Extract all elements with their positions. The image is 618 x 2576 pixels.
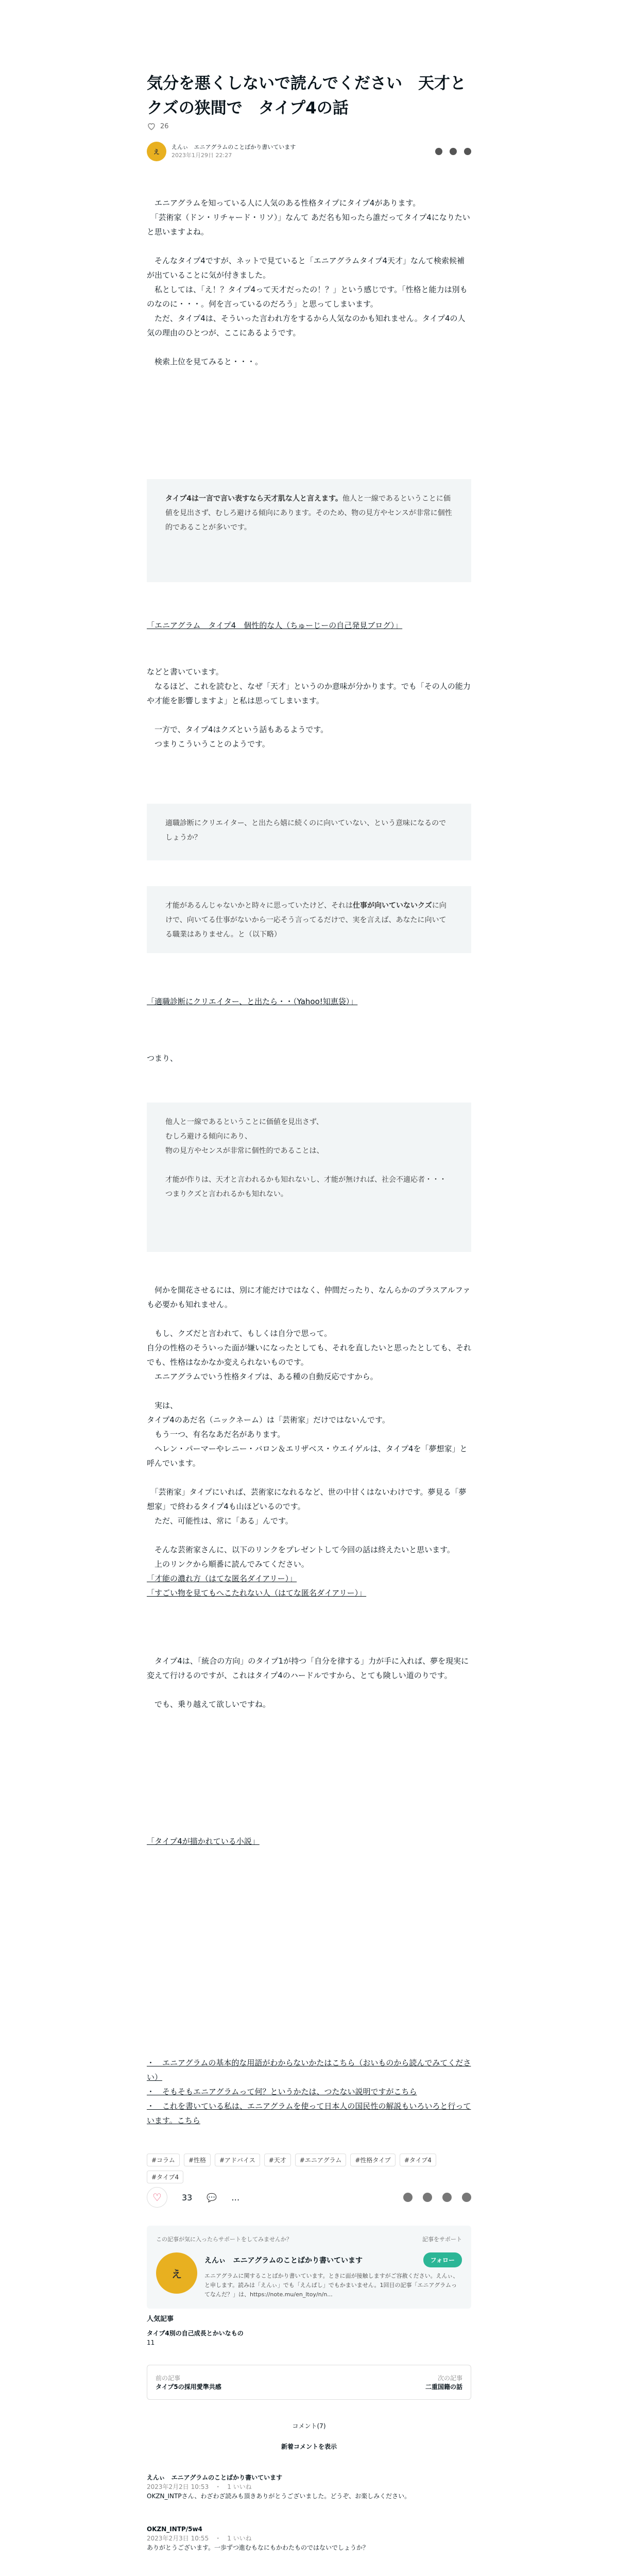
heart-icon bbox=[147, 122, 156, 131]
body-line: ヘレン・パーマーやレニー・バロン＆エリザベス・ウエイゲルは、タイプ4を「夢想家」と呼んでいます。 bbox=[147, 1444, 468, 1468]
body-line: でも、乗り越えて欲しいですね。 bbox=[147, 1700, 271, 1709]
heart-icon: ♡ bbox=[152, 2191, 162, 2204]
support-button[interactable]: 記事をサポート bbox=[422, 2236, 462, 2243]
body-line: つまりこういうことのようです。 bbox=[147, 739, 270, 749]
author-name[interactable]: えんぃ エニアグラムのことばかり書いています bbox=[171, 144, 296, 150]
comment-count[interactable]: コメント(7) bbox=[292, 2422, 326, 2430]
tag[interactable]: #コラム bbox=[147, 2154, 180, 2166]
body-line bbox=[147, 1312, 471, 1326]
quote-line: 才能が作りは、天才と言われるかも知れないし、才能が無ければ、社会不適応者・・・つまりクズと言われるかも知れない。 bbox=[165, 1176, 447, 1198]
comment: えんぃ エニアグラムのことばかり書いています 2023年2月2日 10:53 ・ 1 いいね OKZN_INTPさん、わざわざ読みも頂きありがとうございました。どうぞ、お楽しみください。 bbox=[147, 2474, 411, 2500]
body-line: 検索上位を見てみると・・・。 bbox=[147, 357, 263, 366]
creator-avatar[interactable]: え bbox=[156, 2252, 197, 2294]
body-line bbox=[147, 1683, 471, 1697]
body-line: ただ、タイプ4は、そういった言われ方をするから人気なのかも知れません。タイプ4の人気の理由のひとつが、ここにあるようです。 bbox=[147, 314, 466, 337]
support-prompt: この記事が気に入ったらサポートをしてみませんか？ bbox=[156, 2236, 292, 2243]
quote-line: むしろ避ける傾向にあり、 bbox=[165, 1132, 252, 1141]
quote-line: 物の見方やセンスが非常に個性的であることは、 bbox=[165, 1147, 324, 1155]
body-paragraphs-3 bbox=[147, 1051, 471, 1065]
body-line: 「芸術家（ドン・リチャード・リソ）」なんて あだ名も知ったら誰だってタイプ4になりたいと思いますよね。 bbox=[147, 213, 470, 236]
body-paragraphs-4 bbox=[147, 1283, 471, 1600]
tag[interactable]: #性格 bbox=[184, 2154, 211, 2166]
bullet-link[interactable]: ・ エニアグラムの基本的な用語がわからないかたはこちら（おいものから読んでみてください） bbox=[147, 2058, 471, 2082]
popular-title: 人気記事 bbox=[147, 2315, 174, 2323]
body-line: なるほど、これを読むと、なぜ「天才」というのか意味が分かります。でも「その人の能力や才能を影響しますよ」と私は思ってしまいます。 bbox=[147, 682, 471, 705]
quote-block-1 bbox=[147, 479, 471, 582]
article-nav bbox=[147, 2365, 471, 2400]
body-line: エニアグラムを知っている人に人気のある性格タイプにタイプ4があります。 bbox=[147, 198, 421, 208]
bullet-link[interactable]: ・ そもそもエニアグラムって何？というかたは、つたない説明ですがこちら bbox=[147, 2087, 417, 2096]
comment-icon[interactable]: 💬 bbox=[207, 2192, 217, 2202]
like-count: 33 bbox=[182, 2192, 193, 2202]
new-comment-button[interactable]: 新着コメントを表示 bbox=[281, 2443, 337, 2450]
action-bar bbox=[147, 2182, 471, 2213]
author-row bbox=[147, 141, 471, 162]
popular-item[interactable]: タイプ4別の自己成長とかいなもの bbox=[147, 2330, 244, 2337]
body-paragraphs-5 bbox=[147, 1654, 471, 1711]
x-share-icon[interactable] bbox=[423, 2193, 432, 2202]
body-line: もし、クズだと言われて、もしくは自分で思って。 bbox=[147, 1329, 332, 1338]
creator-bio: エニアグラムに関することばかり書いています。ときに面が接触しますがご容赦ください。えんぃ、と申します。読みは「えんぃ」でも「えんぱし」でもかまいません。1回目の記事「エニアグラムってなんだ？」は、https://note.mu/en_ltoy/n/n... bbox=[204, 2273, 459, 2298]
quote-block-3 bbox=[147, 886, 471, 953]
body-line: もう一つ、有名なあだ名があります。 bbox=[147, 1430, 285, 1439]
source-link-2[interactable]: 「適職診断にクリエイター、と出たら・・（Yahoo!知恵袋）」 bbox=[147, 997, 358, 1006]
body-paragraphs-1 bbox=[147, 196, 471, 369]
article-title: 気分を悪くしないで読んでください 天才とクズの狭間で タイプ4の話 bbox=[147, 74, 466, 117]
body-line: タイプ4は、「統合の方向」のタイプ1が持つ「自分を律する」力が手に入れば、夢を現実に変えて行けるのですが、これはタイプ4のハードルですから、とても険しい道のりです。 bbox=[147, 1656, 469, 1680]
like-count: 26 bbox=[160, 122, 169, 130]
x-share-icon[interactable] bbox=[435, 148, 442, 155]
quote-block-4 bbox=[147, 1103, 471, 1252]
external-link[interactable]: 「才能の濃れ方（はてな匿名ダイアリー）」 bbox=[147, 1574, 297, 1583]
line-share-icon[interactable] bbox=[462, 2193, 471, 2202]
body-paragraphs-2 bbox=[147, 665, 471, 751]
facebook-share-icon[interactable] bbox=[450, 148, 457, 155]
post-date: 2023年1月29日 22:27 bbox=[171, 152, 232, 159]
quote-bold: タイプ4は一言で言い表すなら天才肌な人と言えます。 bbox=[165, 495, 342, 503]
creator-card bbox=[147, 2226, 471, 2309]
tag[interactable]: #天才 bbox=[264, 2154, 291, 2166]
quote-block-2: 適職診断にクリエイター、と出たら嬉に続くのに向いていない、という意味になるのでしょうか？ bbox=[147, 804, 471, 860]
creator-name[interactable]: えんぃ エニアグラムのことばかり書いています bbox=[204, 2256, 363, 2265]
tag[interactable]: #タイプ4 bbox=[147, 2171, 183, 2183]
like-button[interactable] bbox=[147, 2187, 167, 2208]
body-line: 私としては、「え！？タイプ4って天才だったの！？」という感じです。「性格と能力は別ものなのに・・・。何を言っているのだろう」と思ってしまいます。 bbox=[147, 285, 468, 309]
quote-text: 他人と一線であるということに価値を見出さず、むしろ避ける傾向にあります。そのため、物の見方やセンスが非常に個性的であることが多いです。 bbox=[165, 495, 452, 532]
body-line bbox=[147, 1528, 471, 1543]
body-line: 一方で、タイプ4はクズという話もあるようです。 bbox=[147, 725, 329, 734]
body-line: 何かを開花させるには、別に才能だけではなく、仲間だったり、なんらかのプラスアルファも必要かも知れません。 bbox=[147, 1285, 471, 1309]
like-summary[interactable] bbox=[147, 122, 169, 131]
facebook-share-icon[interactable] bbox=[442, 2193, 452, 2202]
quote-text: 才能があるんじゃないかと時々に思っていたけど、それは bbox=[165, 902, 353, 910]
body-line bbox=[147, 1470, 471, 1485]
body-line: などと書いています。 bbox=[147, 667, 224, 676]
bullet-links bbox=[147, 2056, 471, 2128]
body-line: ただ、可能性は、常に「ある」んです。 bbox=[147, 1516, 293, 1526]
quote-text: に向けで、向いてる仕事がないから一応そう言ってるだけで、実を言えば、あなたに向いてる職業はありません。と（以下略） bbox=[165, 902, 447, 939]
tag[interactable]: #エニアグラム bbox=[295, 2154, 347, 2166]
body-line: 「芸術家」タイプにいれば、芸術家になれるなど、世の中甘くはないわけです。夢見る「夢想家」で終わるタイプ4も山ほどいるのです。 bbox=[147, 1487, 467, 1511]
prev-article[interactable]: 前の記事 タイプ5の採用愛準共感 bbox=[156, 2375, 221, 2391]
more-icon[interactable]: … bbox=[231, 2192, 240, 2202]
bullet-link[interactable]: ・ これを書いている私は、エニアグラムを使って日本人の国民性の解説もいろいろと行っています。こちら bbox=[147, 2102, 471, 2125]
body-line: そんなタイプ4ですが、ネットで見ていると「エニアグラムタイプ4天才」なんて検索候補が出ていることに気が付きました。 bbox=[147, 256, 465, 280]
body-line: 自分の性格のそういった面が嫌いになったとしても、それを直したいと思ったとしても、それでも、性格はなかなか変えられないものです。 bbox=[147, 1343, 472, 1367]
tag[interactable]: #アドバイス bbox=[215, 2154, 260, 2166]
source-link-1[interactable]: 「エニアグラム タイプ4 個性的な人（ちゅーじーの自己発見ブログ）」 bbox=[147, 621, 403, 630]
popular-list bbox=[147, 2329, 244, 2347]
external-link[interactable]: 「すごい物を見てもへこたれない人（はてな匿名ダイアリー）」 bbox=[147, 1588, 367, 1598]
quote-line bbox=[165, 1158, 453, 1173]
link-icon[interactable] bbox=[403, 2193, 413, 2202]
tag-list bbox=[147, 2154, 471, 2183]
popular-count: 11 bbox=[147, 2339, 155, 2346]
tag[interactable]: #性格タイプ bbox=[350, 2154, 395, 2166]
body-line bbox=[147, 1384, 471, 1398]
body-line: そんな芸術家さんに、以下のリンクをプレゼントして今回の話は終えたいと思います。 bbox=[147, 1545, 455, 1554]
quote-line: 他人と一線であるということに価値を見出さず、 bbox=[165, 1118, 323, 1126]
body-line: エニアグラムでいう性格タイプは、ある種の自動反応ですから。 bbox=[147, 1372, 378, 1381]
source-link-4[interactable]: 「タイプ4が描かれている小説」 bbox=[147, 1837, 260, 1846]
more-icon[interactable] bbox=[464, 148, 471, 155]
tag[interactable]: #タイプ4 bbox=[400, 2154, 436, 2166]
body-line: つまり、 bbox=[147, 1054, 178, 1063]
comment: OKZN_INTP/5w4 2023年2月3日 10:55 ・ 1 いいね ありがとうございます。一歩ずつ進むもなにもかわたものではないでしょうか？ bbox=[147, 2526, 369, 2551]
follow-button[interactable]: フォロー bbox=[423, 2252, 462, 2267]
quote-bold: 仕事が向いていないクズ bbox=[353, 902, 432, 910]
body-line: 実は、 bbox=[147, 1401, 178, 1410]
body-line: タイプ4のあだ名（ニックネーム）は「芸術家」だけではないんです。 bbox=[147, 1415, 390, 1425]
avatar[interactable]: え bbox=[147, 142, 166, 161]
body-line: 上のリンクから順番に読んでみてください。 bbox=[147, 1560, 309, 1569]
next-article[interactable]: 次の記事 二重国籍の話 bbox=[425, 2375, 462, 2391]
